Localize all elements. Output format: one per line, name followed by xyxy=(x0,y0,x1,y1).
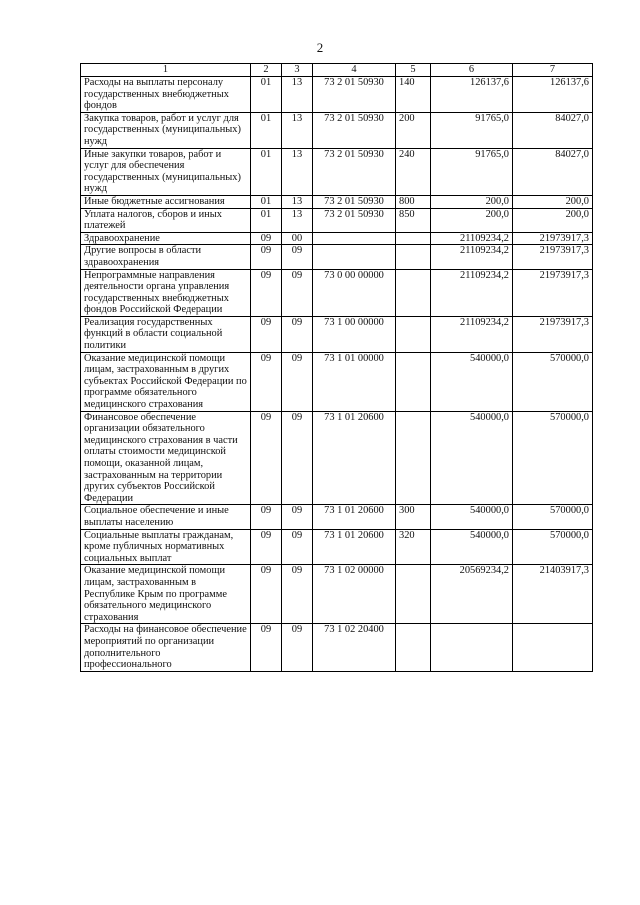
row-expense-type-code xyxy=(396,232,431,245)
row-amount-year-1 xyxy=(431,624,513,671)
row-section-code: 09 xyxy=(251,316,282,352)
row-amount-year-1: 540000,0 xyxy=(431,411,513,505)
table-row xyxy=(81,411,593,505)
table-row xyxy=(81,529,593,565)
row-section-code: 09 xyxy=(251,529,282,565)
row-amount-year-2: 570000,0 xyxy=(513,411,593,505)
row-amount-year-1: 21109234,2 xyxy=(431,316,513,352)
row-amount-year-2: 200,0 xyxy=(513,195,593,208)
row-name: Оказание медицинской помощи лицам, застрахованным в Республике Крым по программе обязательного медицинского страхования xyxy=(81,565,251,624)
row-target-article-code: 73 1 00 00000 xyxy=(313,316,396,352)
budget-table xyxy=(80,63,593,672)
header-col-2: 2 xyxy=(251,64,282,77)
header-col-7: 7 xyxy=(513,64,593,77)
row-expense-type-code: 800 xyxy=(396,195,431,208)
row-section-code: 09 xyxy=(251,411,282,505)
row-subsection-code: 09 xyxy=(282,269,313,316)
row-amount-year-2: 21403917,3 xyxy=(513,565,593,624)
row-section-code: 09 xyxy=(251,269,282,316)
row-section-code: 09 xyxy=(251,565,282,624)
row-amount-year-1: 20569234,2 xyxy=(431,565,513,624)
row-target-article-code: 73 1 01 00000 xyxy=(313,352,396,411)
row-subsection-code: 09 xyxy=(282,316,313,352)
row-amount-year-2: 570000,0 xyxy=(513,352,593,411)
row-section-code: 09 xyxy=(251,624,282,671)
row-target-article-code xyxy=(313,232,396,245)
table-row xyxy=(81,245,593,269)
row-target-article-code: 73 1 01 20600 xyxy=(313,505,396,529)
row-name: Расходы на финансовое обеспечение мероприятий по организации дополнительного профессионального xyxy=(81,624,251,671)
row-target-article-code: 73 2 01 50930 xyxy=(313,208,396,232)
row-target-article-code: 73 1 01 20600 xyxy=(313,411,396,505)
row-target-article-code: 73 2 01 50930 xyxy=(313,112,396,148)
row-amount-year-1: 21109234,2 xyxy=(431,232,513,245)
row-expense-type-code: 850 xyxy=(396,208,431,232)
row-section-code: 01 xyxy=(251,77,282,113)
row-target-article-code: 73 0 00 00000 xyxy=(313,269,396,316)
header-col-3: 3 xyxy=(282,64,313,77)
row-amount-year-1: 91765,0 xyxy=(431,112,513,148)
row-section-code: 09 xyxy=(251,232,282,245)
row-expense-type-code xyxy=(396,245,431,269)
row-subsection-code: 09 xyxy=(282,245,313,269)
row-subsection-code: 09 xyxy=(282,352,313,411)
table-row xyxy=(81,208,593,232)
row-amount-year-2: 21973917,3 xyxy=(513,245,593,269)
row-subsection-code: 09 xyxy=(282,624,313,671)
row-expense-type-code xyxy=(396,565,431,624)
row-amount-year-1: 21109234,2 xyxy=(431,245,513,269)
row-subsection-code: 09 xyxy=(282,411,313,505)
row-name: Социальное обеспечение и иные выплаты населению xyxy=(81,505,251,529)
row-target-article-code: 73 1 01 20600 xyxy=(313,529,396,565)
table-row xyxy=(81,316,593,352)
row-section-code: 09 xyxy=(251,245,282,269)
table-row xyxy=(81,505,593,529)
table-row xyxy=(81,269,593,316)
table-row xyxy=(81,352,593,411)
header-col-1: 1 xyxy=(81,64,251,77)
row-expense-type-code: 240 xyxy=(396,148,431,195)
row-subsection-code: 13 xyxy=(282,195,313,208)
row-amount-year-2: 21973917,3 xyxy=(513,316,593,352)
row-expense-type-code xyxy=(396,352,431,411)
row-section-code: 01 xyxy=(251,208,282,232)
row-name: Реализация государственных функций в области социальной политики xyxy=(81,316,251,352)
row-subsection-code: 13 xyxy=(282,77,313,113)
row-name: Социальные выплаты гражданам, кроме публичных нормативных социальных выплат xyxy=(81,529,251,565)
row-target-article-code: 73 1 02 20400 xyxy=(313,624,396,671)
row-subsection-code: 13 xyxy=(282,112,313,148)
row-expense-type-code xyxy=(396,624,431,671)
row-amount-year-2: 126137,6 xyxy=(513,77,593,113)
row-expense-type-code: 140 xyxy=(396,77,431,113)
row-name: Иные бюджетные ассигнования xyxy=(81,195,251,208)
header-col-6: 6 xyxy=(431,64,513,77)
table-row xyxy=(81,232,593,245)
row-amount-year-1: 540000,0 xyxy=(431,529,513,565)
row-amount-year-2: 21973917,3 xyxy=(513,269,593,316)
row-expense-type-code xyxy=(396,269,431,316)
row-name: Непрограммные направления деятельности органа управления государственных внебюджетных фондов Российской Федерации xyxy=(81,269,251,316)
header-col-4: 4 xyxy=(313,64,396,77)
table-row xyxy=(81,112,593,148)
row-target-article-code: 73 2 01 50930 xyxy=(313,148,396,195)
row-amount-year-2 xyxy=(513,624,593,671)
row-expense-type-code: 200 xyxy=(396,112,431,148)
page-number: 2 xyxy=(316,40,324,55)
header-col-5: 5 xyxy=(396,64,431,77)
row-section-code: 01 xyxy=(251,195,282,208)
table-row xyxy=(81,148,593,195)
row-amount-year-1: 540000,0 xyxy=(431,352,513,411)
row-amount-year-2: 200,0 xyxy=(513,208,593,232)
row-target-article-code: 73 1 02 00000 xyxy=(313,565,396,624)
row-name: Оказание медицинской помощи лицам, застрахованным в других субъектах Российской Федерации по программе обязательного медицинского страхования xyxy=(81,352,251,411)
row-subsection-code: 09 xyxy=(282,505,313,529)
row-expense-type-code: 300 xyxy=(396,505,431,529)
row-amount-year-1: 91765,0 xyxy=(431,148,513,195)
row-subsection-code: 13 xyxy=(282,148,313,195)
row-target-article-code xyxy=(313,245,396,269)
row-expense-type-code xyxy=(396,316,431,352)
row-section-code: 01 xyxy=(251,148,282,195)
row-name: Закупка товаров, работ и услуг для государственных (муниципальных) нужд xyxy=(81,112,251,148)
table-header-row xyxy=(81,64,593,77)
row-name: Иные закупки товаров, работ и услуг для обеспечения государственных (муниципальных) нужд xyxy=(81,148,251,195)
row-amount-year-2: 21973917,3 xyxy=(513,232,593,245)
row-name: Другие вопросы в области здравоохранения xyxy=(81,245,251,269)
row-target-article-code: 73 2 01 50930 xyxy=(313,195,396,208)
table-row xyxy=(81,624,593,671)
row-amount-year-1: 126137,6 xyxy=(431,77,513,113)
row-name: Здравоохранение xyxy=(81,232,251,245)
row-amount-year-1: 540000,0 xyxy=(431,505,513,529)
row-name: Уплата налогов, сборов и иных платежей xyxy=(81,208,251,232)
table-row xyxy=(81,77,593,113)
row-subsection-code: 09 xyxy=(282,565,313,624)
row-amount-year-1: 21109234,2 xyxy=(431,269,513,316)
row-target-article-code: 73 2 01 50930 xyxy=(313,77,396,113)
table-row xyxy=(81,195,593,208)
row-subsection-code: 13 xyxy=(282,208,313,232)
row-amount-year-1: 200,0 xyxy=(431,195,513,208)
row-subsection-code: 09 xyxy=(282,529,313,565)
row-amount-year-2: 84027,0 xyxy=(513,148,593,195)
row-section-code: 01 xyxy=(251,112,282,148)
row-name: Расходы на выплаты персоналу государственных внебюджетных фондов xyxy=(81,77,251,113)
row-amount-year-2: 570000,0 xyxy=(513,529,593,565)
table-body xyxy=(81,77,593,672)
row-amount-year-1: 200,0 xyxy=(431,208,513,232)
row-section-code: 09 xyxy=(251,505,282,529)
row-section-code: 09 xyxy=(251,352,282,411)
row-name: Финансовое обеспечение организации обязательного медицинского страхования в части оплаты стоимости медицинской помощи, оказанной лицам, застрахованным на территории других субъектов Российской Федерации xyxy=(81,411,251,505)
row-amount-year-2: 570000,0 xyxy=(513,505,593,529)
row-expense-type-code xyxy=(396,411,431,505)
row-subsection-code: 00 xyxy=(282,232,313,245)
row-amount-year-2: 84027,0 xyxy=(513,112,593,148)
row-expense-type-code: 320 xyxy=(396,529,431,565)
table-row xyxy=(81,565,593,624)
